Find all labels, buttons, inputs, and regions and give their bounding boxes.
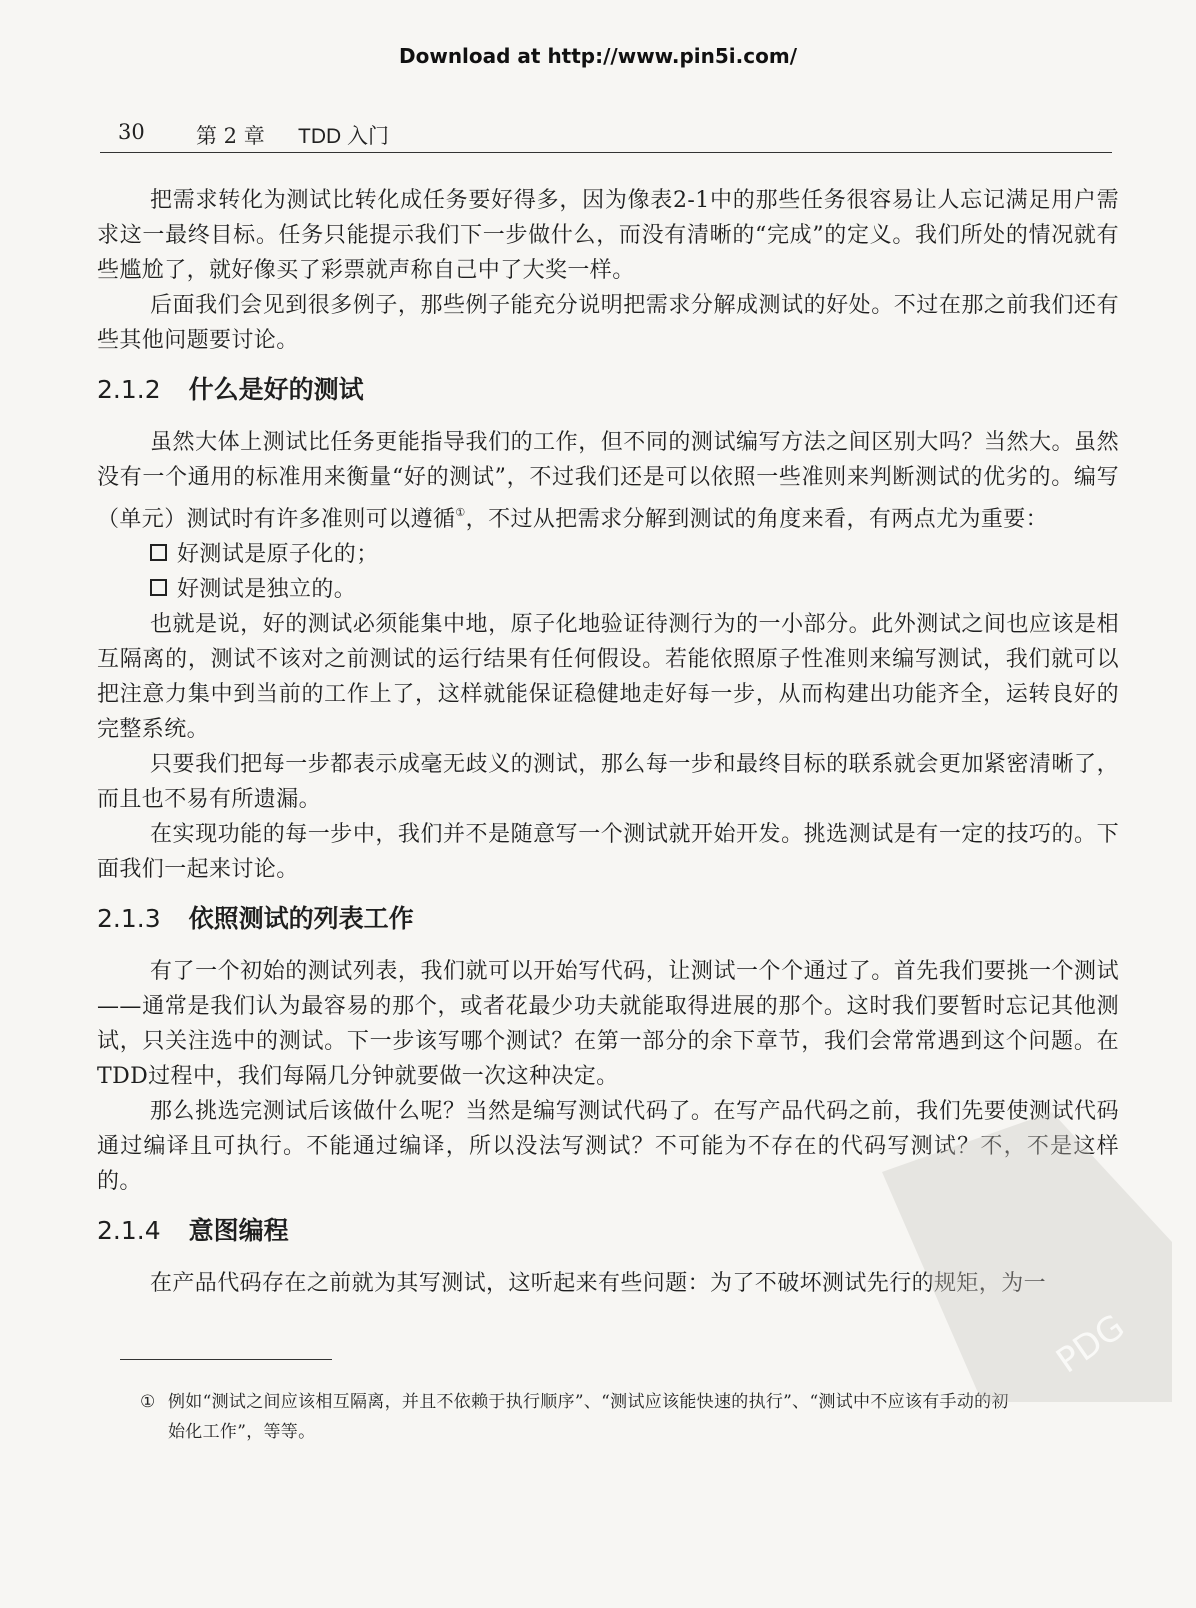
section-2-1-2-paragraph-1 (97, 425, 1119, 537)
section-2-1-3-paragraph-2: 那么挑选完测试后该做什么呢？当然是编写测试代码了。在写产品代码之前，我们先要使测试代码通过编译且可执行。不能通过编译，所以没法写测试？不可能为不存在的代码写测试？不，不是这样的。 (97, 1099, 1119, 1194)
section-number: 2.1.2 (97, 375, 161, 404)
section-2-1-4-paragraph-1: 在产品代码存在之前就为其写测试，这听起来有些问题：为了不破坏测试先行的规矩，为一 (150, 1271, 1047, 1296)
section-heading-2-1-3 (97, 902, 1119, 936)
section-2-1-2-paragraph-3: 只要我们把每一步都表示成毫无歧义的测试，那么每一步和最终目标的联系就会更加紧密清晰了，而且也不易有所遗漏。 (97, 752, 1119, 812)
footnote-divider (120, 1359, 332, 1360)
list-item-text: 好测试是独立的。 (177, 577, 357, 602)
section-title: 依照测试的列表工作 (188, 904, 414, 933)
list-item (150, 537, 1119, 572)
footnote-text: 例如“测试之间应该相互隔离，并且不依赖于执行顺序”、“测试应该能快速的执行”、“测试中不应该有手动的初 (168, 1392, 1009, 1412)
footnote-reference[interactable]: ① (455, 506, 466, 519)
download-banner: Download at http://www.pin5i.com/ (399, 44, 797, 68)
section-2-1-2-paragraph-2: 也就是说，好的测试必须能集中地，原子化地验证待测行为的一小部分。此外测试之间也应该是相互隔离的，测试不该对之前测试的运行结果有任何假设。若能依照原子性准则来编写测试，我们就可以把注意力集中到当前的工作上了，这样就能保证稳健地走好每一步，从而构建出功能齐全，运转良好的完整系统。 (97, 612, 1119, 742)
section-title: 意图编程 (188, 1216, 289, 1245)
footnote-line (140, 1387, 1120, 1417)
checkbox-bullet-icon (150, 544, 167, 561)
section-heading-2-1-4 (97, 1214, 1119, 1248)
section-number: 2.1.4 (97, 1216, 161, 1245)
section-title: 什么是好的测试 (188, 375, 364, 404)
paragraph-text: 虽然大体上测试比任务更能指导我们的工作，但不同的测试编写方法之间区别大吗？当然大。虽然没有一个通用的标准用来衡量“好的测试”，不过我们还是可以依照一些准则来判断测试的优劣的。编写（单元）测试时有许多准则可以遵循 (97, 430, 1119, 532)
chapter-title: TDD 入门 (298, 125, 389, 148)
watermark-text: PDG (1049, 1306, 1132, 1382)
footnote-mark: ① (140, 1392, 156, 1412)
checkbox-bullet-icon (150, 579, 167, 596)
section-number: 2.1.3 (97, 904, 161, 933)
chapter-label: 第 2 章 (196, 124, 265, 148)
page-number: 30 (118, 120, 145, 144)
paragraph-text: ，不过从把需求分解到测试的角度来看，有两点尤为重要： (465, 507, 1049, 532)
intro-paragraph-1: 把需求转化为测试比转化成任务要好得多，因为像表2-1中的那些任务很容易让人忘记满足用户需求这一最终目标。任务只能提示我们下一步做什么，而没有清晰的“完成”的定义。我们所处的情况就有些尴尬了，就好像买了彩票就声称自己中了大奖一样。 (97, 188, 1119, 283)
page-body (97, 183, 1119, 1301)
section-2-1-3-paragraph-1: 有了一个初始的测试列表，我们就可以开始写代码，让测试一个个通过了。首先我们要挑一个测试——通常是我们认为最容易的那个，或者花最少功夫就能取得进展的那个。这时我们要暂时忘记其他测试，只关注选中的测试。下一步该写哪个测试？在第一部分的余下章节，我们会常常遇到这个问题。在TDD过程中，我们每隔几分钟就要做一次这种决定。 (97, 959, 1119, 1089)
running-header (100, 118, 1112, 153)
list-item (150, 572, 1119, 607)
section-heading-2-1-2 (97, 373, 1119, 407)
list-item-text: 好测试是原子化的； (177, 542, 379, 567)
footnote (140, 1387, 1120, 1447)
footnote-line: 始化工作”，等等。 (168, 1422, 316, 1442)
section-2-1-2-paragraph-4: 在实现功能的每一步中，我们并不是随意写一个测试就开始开发。挑选测试是有一定的技巧的。下面我们一起来讨论。 (97, 822, 1119, 882)
intro-paragraph-2: 后面我们会见到很多例子，那些例子能充分说明把需求分解成测试的好处。不过在那之前我们还有些其他问题要讨论。 (97, 293, 1119, 353)
criteria-list (97, 537, 1119, 607)
